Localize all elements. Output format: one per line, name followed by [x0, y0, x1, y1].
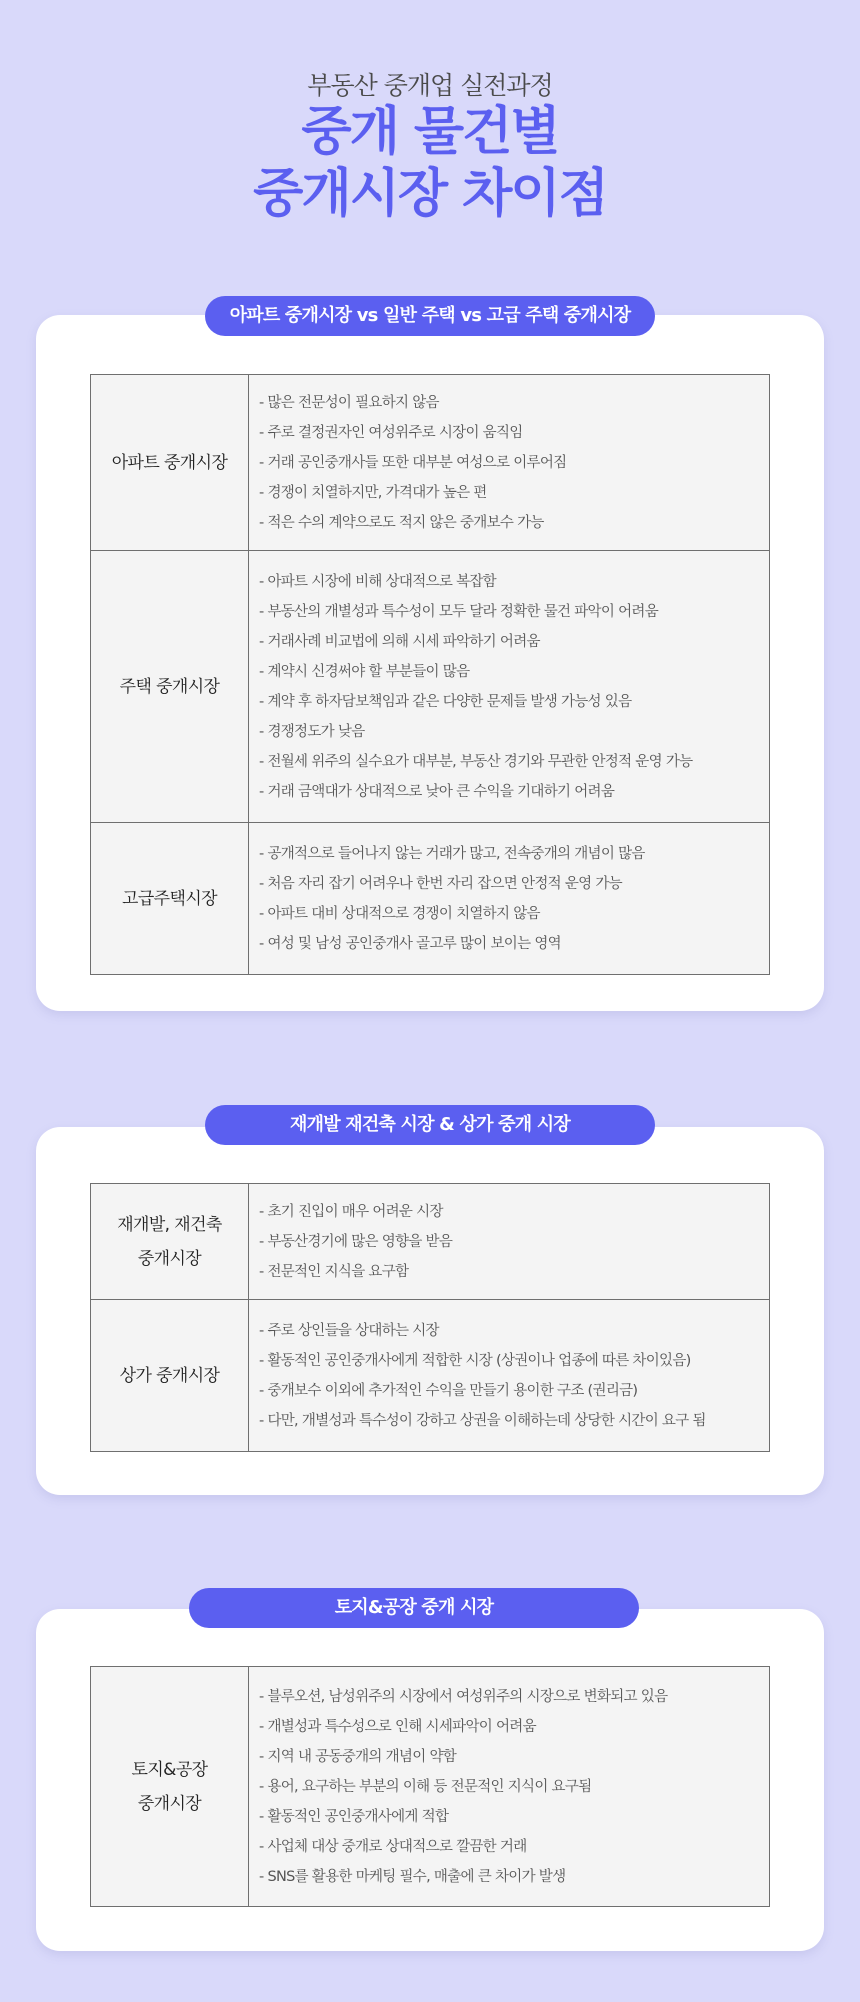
section-card-redevelopment-commercial — [36, 1127, 824, 1495]
list-item: - 아파트 시장에 비해 상대적으로 복잡함 — [259, 573, 496, 590]
list-item: - SNS를 활용한 마케팅 필수, 매출에 큰 차이가 발생 — [259, 1868, 566, 1885]
list-item: - 지역 내 공동중개의 개념이 약함 — [259, 1748, 457, 1765]
list-item: - 아파트 대비 상대적으로 경쟁이 치열하지 않음 — [259, 905, 540, 922]
table-row — [91, 375, 770, 551]
row-label: 아파트 중개시장 — [91, 375, 249, 551]
list-item: - 부동산경기에 많은 영향을 받음 — [259, 1233, 453, 1250]
list-item: - 활동적인 공인중개사에게 적합한 시장 (상권이나 업종에 따른 차이있음) — [259, 1352, 691, 1369]
comparison-table — [90, 1666, 770, 1907]
list-item: - 처음 자리 잡기 어려우나 한번 자리 잡으면 안정적 운영 가능 — [259, 875, 622, 892]
list-item: - 경쟁이 치열하지만, 가격대가 높은 편 — [259, 484, 487, 501]
section-card-apartment-house — [36, 315, 824, 1011]
list-item: - 용어, 요구하는 부분의 이해 등 전문적인 지식이 요구됨 — [259, 1778, 592, 1795]
list-item: - 많은 전문성이 필요하지 않음 — [259, 394, 439, 411]
row-items — [249, 551, 770, 823]
list-item: - 다만, 개별성과 특수성이 강하고 상권을 이해하는데 상당한 시간이 요구 됨 — [259, 1412, 706, 1429]
list-item: - 사업체 대상 중개로 상대적으로 깔끔한 거래 — [259, 1838, 527, 1855]
row-items — [249, 1184, 770, 1300]
section-card-land-factory — [36, 1609, 824, 1951]
list-item: - 거래 공인중개사들 또한 대부분 여성으로 이루어짐 — [259, 454, 567, 471]
list-item: - 전월세 위주의 실수요가 대부분, 부동산 경기와 무관한 안정적 운영 가능 — [259, 753, 693, 770]
list-item: - 계약시 신경써야 할 부분들이 많음 — [259, 663, 470, 680]
list-item: - 공개적으로 들어나지 않는 거래가 많고, 전속중개의 개념이 많음 — [259, 845, 645, 862]
table-row — [91, 1300, 770, 1452]
row-label: 주택 중개시장 — [91, 551, 249, 823]
table-row — [91, 823, 770, 975]
comparison-table — [90, 374, 770, 975]
list-item: - 적은 수의 계약으로도 적지 않은 중개보수 가능 — [259, 514, 544, 531]
list-item: - 거래사례 비교법에 의해 시세 파악하기 어려움 — [259, 633, 540, 650]
row-label: 고급주택시장 — [91, 823, 249, 975]
page-title-line-2: 중개시장 차이점 — [253, 164, 607, 224]
list-item: - 경쟁정도가 낮음 — [259, 723, 365, 740]
list-item: - 블루오션, 남성위주의 시장에서 여성위주의 시장으로 변화되고 있음 — [259, 1688, 668, 1705]
row-items — [249, 1300, 770, 1452]
section-pill-land-factory: 토지&공장 중개 시장 — [189, 1588, 639, 1628]
list-item: - 초기 진입이 매우 어려운 시장 — [259, 1203, 443, 1220]
list-item: - 거래 금액대가 상대적으로 낮아 큰 수익을 기대하기 어려움 — [259, 783, 615, 800]
row-label: 토지&공장 중개시장 — [91, 1667, 249, 1907]
list-item: - 계약 후 하자담보책임과 같은 다양한 문제들 발생 가능성 있음 — [259, 693, 632, 710]
row-label: 재개발, 재건축 중개시장 — [91, 1184, 249, 1300]
list-item: - 여성 및 남성 공인중개사 골고루 많이 보이는 영역 — [259, 935, 561, 952]
table-row — [91, 1667, 770, 1907]
list-item: - 활동적인 공인중개사에게 적합 — [259, 1808, 449, 1825]
section-pill-redevelopment-commercial: 재개발 재건축 시장 & 상가 중개 시장 — [205, 1105, 655, 1145]
list-item: - 주로 결정권자인 여성위주로 시장이 움직임 — [259, 424, 523, 441]
row-items — [249, 1667, 770, 1907]
list-item: - 중개보수 이외에 추가적인 수익을 만들기 용이한 구조 (권리금) — [259, 1382, 638, 1399]
row-items — [249, 375, 770, 551]
page-title-line-1: 중개 물건별 — [301, 102, 559, 162]
list-item: - 주로 상인들을 상대하는 시장 — [259, 1322, 439, 1339]
row-label: 상가 중개시장 — [91, 1300, 249, 1452]
table-row — [91, 1184, 770, 1300]
list-item: - 전문적인 지식을 요구함 — [259, 1263, 409, 1280]
list-item: - 개별성과 특수성으로 인해 시세파악이 어려움 — [259, 1718, 536, 1735]
section-pill-apartment-house: 아파트 중개시장 vs 일반 주택 vs 고급 주택 중개시장 — [205, 296, 655, 336]
table-row — [91, 551, 770, 823]
row-items — [249, 823, 770, 975]
comparison-table — [90, 1183, 770, 1452]
list-item: - 부동산의 개별성과 특수성이 모두 달라 정확한 물건 파악이 어려움 — [259, 603, 659, 620]
page-subtitle: 부동산 중개업 실전과정 — [307, 71, 553, 100]
